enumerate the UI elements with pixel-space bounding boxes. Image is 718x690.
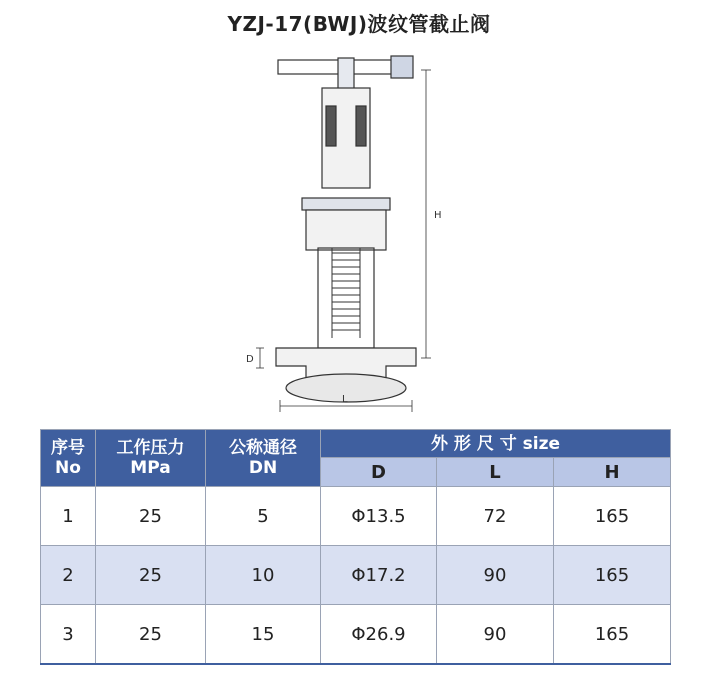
spec-table [40, 429, 671, 665]
header-no [41, 430, 96, 487]
cell-pressure: 25 [96, 546, 206, 605]
cell-h: 165 [554, 546, 671, 605]
cell-dn: 15 [206, 605, 321, 665]
dim-label-l: L [342, 394, 348, 405]
table-row [41, 546, 671, 605]
cell-l: 90 [437, 605, 554, 665]
cell-pressure: 25 [96, 605, 206, 665]
header-no-zh: 序号 [51, 438, 85, 458]
dim-label-h: H [434, 210, 442, 221]
packing-left [326, 106, 336, 146]
cell-d: Φ13.5 [321, 487, 437, 546]
page-title: YZJ-17(BWJ)波纹管截止阀 [227, 12, 491, 36]
cell-l: 72 [437, 487, 554, 546]
cell-d: Φ26.9 [321, 605, 437, 665]
header-pressure-en: MPa [130, 458, 171, 478]
table-row [41, 605, 671, 665]
bellows-body [318, 248, 374, 348]
header-l: L [437, 458, 554, 487]
cell-dn: 5 [206, 487, 321, 546]
header-h: H [554, 458, 671, 487]
valve-drawing [236, 48, 446, 418]
header-dn-en: DN [248, 458, 278, 478]
dim-label-d: D [246, 354, 254, 365]
header-size-group: 外 形 尺 寸 size [321, 430, 671, 458]
cell-l: 90 [437, 546, 554, 605]
header-d: D [321, 458, 437, 487]
cell-h: 165 [554, 487, 671, 546]
header-dn-zh: 公称通径 [229, 438, 297, 458]
packing-right [356, 106, 366, 146]
cell-no: 2 [41, 546, 96, 605]
cell-pressure: 25 [96, 487, 206, 546]
header-pressure-zh: 工作压力 [116, 438, 185, 458]
cell-no: 3 [41, 605, 96, 665]
bellows-housing [306, 210, 386, 250]
header-no-en: No [55, 458, 81, 478]
header-pressure [96, 430, 206, 487]
cell-no: 1 [41, 487, 96, 546]
table-row [41, 487, 671, 546]
bonnet-flange [302, 198, 390, 210]
cell-h: 165 [554, 605, 671, 665]
cell-dn: 10 [206, 546, 321, 605]
handle-knob [391, 56, 413, 78]
header-dn [206, 430, 321, 487]
cell-d: Φ17.2 [321, 546, 437, 605]
